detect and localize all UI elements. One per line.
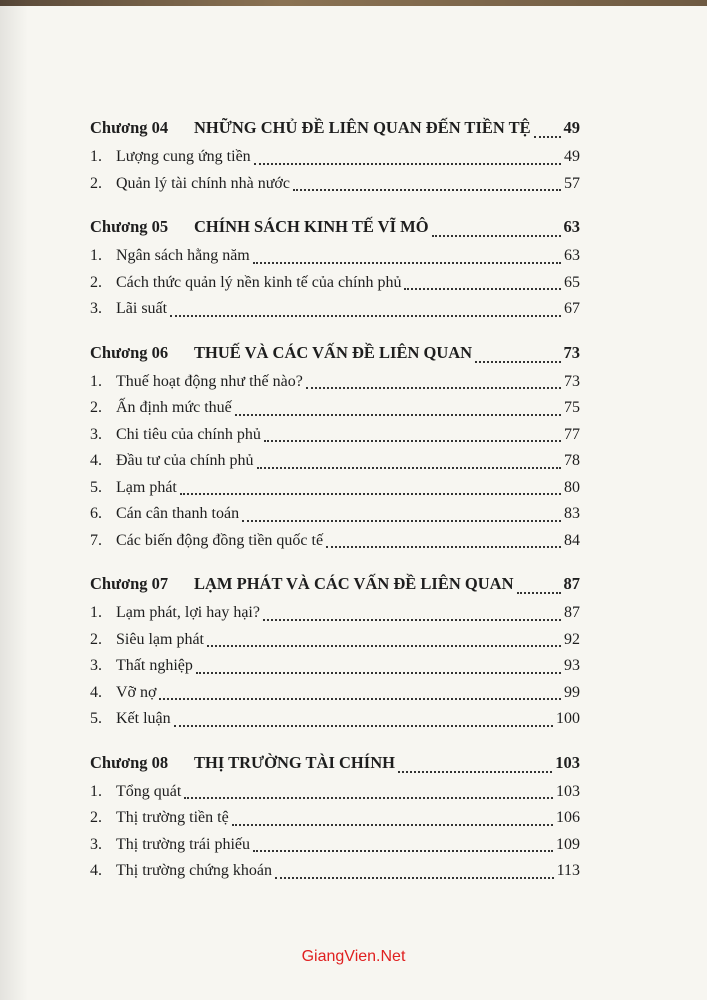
- chapter-label: Chương 05: [90, 217, 169, 236]
- entry-number: 4.: [90, 683, 102, 701]
- entry-number: 4.: [90, 862, 102, 879]
- dot-leader: [184, 797, 553, 799]
- dot-leader: [180, 493, 561, 495]
- entry-page-number: 100: [556, 710, 580, 727]
- toc-entry-row[interactable]: [90, 247, 580, 274]
- entry-title: Chi tiêu của chính phủ: [116, 425, 261, 443]
- toc-entry-row[interactable]: [90, 148, 580, 175]
- entry-title: Vỡ nợ: [116, 683, 157, 701]
- dot-leader: [159, 698, 561, 700]
- entry-number: 2.: [90, 174, 102, 192]
- entry-page-number: 109: [556, 835, 580, 853]
- entry-page-number: 75: [564, 399, 580, 416]
- entry-page-number: 113: [556, 862, 580, 879]
- entry-page-number: 65: [564, 273, 580, 291]
- entry-number: 1.: [90, 372, 102, 390]
- entry-title: Thị trường tiền tệ: [116, 809, 229, 826]
- chapter-section: [90, 118, 580, 201]
- entry-page-number: 80: [564, 478, 580, 496]
- table-of-contents: [90, 118, 580, 905]
- entry-page-number: 83: [564, 505, 580, 522]
- toc-entry-row[interactable]: [90, 710, 580, 737]
- toc-entry-row[interactable]: [90, 373, 580, 400]
- chapter-page-number: 87: [563, 574, 580, 593]
- entry-title: Cách thức quản lý nền kinh tế của chính phủ: [116, 273, 402, 291]
- chapter-title: THUẾ VÀ CÁC VẤN ĐỀ LIÊN QUAN: [194, 342, 473, 362]
- dot-leader: [174, 725, 553, 727]
- dot-leader: [253, 850, 553, 852]
- chapter-title: CHÍNH SÁCH KINH TẾ VĨ MÔ: [194, 217, 429, 236]
- entry-page-number: 92: [564, 630, 580, 648]
- entry-number: 1.: [90, 148, 102, 165]
- entry-title: Thị trường chứng khoán: [116, 862, 272, 879]
- dot-leader: [207, 645, 561, 647]
- entry-title: Lượng cung ứng tiền: [116, 148, 251, 165]
- dot-leader: [232, 824, 553, 826]
- chapter-title: THỊ TRƯỜNG TÀI CHÍNH: [194, 752, 395, 772]
- dot-leader: [235, 414, 561, 416]
- toc-entry-row[interactable]: [90, 452, 580, 479]
- chapter-label: Chương 07: [90, 574, 169, 593]
- entry-page-number: 99: [564, 683, 580, 701]
- chapter-heading-row[interactable]: [90, 217, 580, 247]
- chapter-label: Chương 08: [90, 752, 169, 772]
- book-top-edge: [0, 0, 707, 6]
- watermark-footer: GiangVien.Net: [301, 948, 406, 965]
- entry-number: 2.: [90, 273, 102, 291]
- dot-leader: [326, 546, 561, 548]
- entry-page-number: 49: [564, 148, 580, 165]
- dot-leader: [306, 387, 561, 389]
- entry-number: 5.: [90, 478, 102, 496]
- chapter-heading-row[interactable]: [90, 753, 580, 783]
- toc-entry-row[interactable]: [90, 684, 580, 711]
- entry-title: Thị trường trái phiếu: [116, 835, 250, 853]
- chapter-label: Chương 06: [90, 342, 169, 362]
- toc-entry-row[interactable]: [90, 175, 580, 202]
- entry-number: 1.: [90, 604, 102, 621]
- entry-title: Lạm phát, lợi hay hại?: [116, 604, 260, 621]
- dot-leader: [257, 467, 561, 469]
- entry-title: Siêu lạm phát: [116, 630, 204, 648]
- entry-title: Đầu tư của chính phủ: [116, 452, 254, 469]
- chapter-page-number: 73: [563, 342, 580, 362]
- toc-entry-row[interactable]: [90, 399, 580, 426]
- entry-title: Cán cân thanh toán: [116, 505, 240, 522]
- chapter-section: [90, 217, 580, 327]
- entry-page-number: 77: [564, 425, 580, 443]
- dot-leader: [196, 672, 561, 674]
- chapter-heading-row[interactable]: [90, 574, 580, 604]
- dot-leader: [432, 235, 561, 237]
- entry-number: 3.: [90, 425, 102, 443]
- entry-number: 5.: [90, 710, 102, 727]
- toc-entry-row[interactable]: [90, 426, 580, 453]
- chapter-page-number: 63: [563, 217, 580, 236]
- entry-number: 3.: [90, 835, 102, 853]
- entry-number: 7.: [90, 531, 102, 549]
- chapter-heading-row[interactable]: [90, 118, 580, 148]
- toc-entry-row[interactable]: [90, 300, 580, 327]
- entry-number: 1.: [90, 247, 102, 264]
- entry-number: 1.: [90, 782, 102, 800]
- entry-page-number: 67: [564, 300, 580, 317]
- entry-page-number: 73: [564, 372, 580, 390]
- entry-number: 3.: [90, 657, 102, 674]
- dot-leader: [170, 315, 561, 317]
- dot-leader: [517, 592, 561, 594]
- entry-page-number: 87: [564, 604, 580, 621]
- entry-title: Lạm phát: [116, 478, 177, 496]
- toc-entry-row[interactable]: [90, 532, 580, 559]
- entry-title: Quản lý tài chính nhà nước: [116, 174, 290, 192]
- entry-title: Ấn định mức thuế: [116, 399, 232, 416]
- entry-page-number: 63: [564, 247, 580, 264]
- entry-title: Thuế hoạt động như thế nào?: [116, 372, 303, 390]
- chapter-label: Chương 04: [90, 118, 169, 137]
- dot-leader: [293, 189, 561, 191]
- entry-page-number: 106: [556, 809, 580, 826]
- dot-leader: [275, 877, 554, 879]
- dot-leader: [254, 163, 561, 165]
- entry-page-number: 103: [556, 782, 580, 800]
- page-gutter-shadow: [0, 0, 28, 1000]
- toc-entry-row[interactable]: [90, 505, 580, 532]
- entry-page-number: 93: [564, 657, 580, 674]
- toc-entry-row[interactable]: [90, 631, 580, 658]
- toc-entry-row[interactable]: [90, 274, 580, 301]
- chapter-title: LẠM PHÁT VÀ CÁC VẤN ĐỀ LIÊN QUAN: [194, 574, 514, 593]
- dot-leader: [398, 771, 552, 773]
- entry-page-number: 78: [564, 452, 580, 469]
- chapter-section: [90, 574, 580, 737]
- dot-leader: [264, 440, 561, 442]
- chapter-section: [90, 343, 580, 559]
- toc-entry-row[interactable]: [90, 809, 580, 836]
- entry-title: Các biến động đồng tiền quốc tế: [116, 531, 324, 549]
- entry-title: Tổng quát: [116, 782, 182, 800]
- toc-entry-row[interactable]: [90, 604, 580, 631]
- dot-leader: [475, 361, 560, 363]
- dot-leader: [253, 262, 561, 264]
- entry-number: 2.: [90, 809, 102, 826]
- dot-leader: [534, 136, 561, 138]
- entry-page-number: 57: [564, 174, 580, 192]
- entry-title: Lãi suất: [116, 300, 168, 317]
- entry-title: Thất nghiệp: [116, 657, 193, 674]
- toc-entry-row[interactable]: [90, 479, 580, 506]
- entry-number: 6.: [90, 505, 102, 522]
- toc-entry-row[interactable]: [90, 657, 580, 684]
- entry-number: 3.: [90, 300, 102, 317]
- dot-leader: [263, 619, 561, 621]
- entry-number: 4.: [90, 452, 102, 469]
- dot-leader: [242, 520, 561, 522]
- entry-number: 2.: [90, 399, 102, 416]
- chapter-heading-row[interactable]: [90, 343, 580, 373]
- chapter-section: [90, 753, 580, 889]
- entry-title: Ngân sách hằng năm: [116, 247, 250, 264]
- chapter-page-number: 49: [563, 118, 580, 137]
- entry-number: 2.: [90, 630, 102, 648]
- chapter-title: NHỮNG CHỦ ĐỀ LIÊN QUAN ĐẾN TIỀN TỆ: [194, 118, 531, 137]
- chapter-page-number: 103: [555, 752, 580, 772]
- toc-entry-row[interactable]: [90, 862, 580, 889]
- toc-entry-row[interactable]: [90, 783, 580, 810]
- entry-page-number: 84: [564, 531, 580, 549]
- dot-leader: [404, 288, 561, 290]
- entry-title: Kết luận: [116, 710, 171, 727]
- toc-entry-row[interactable]: [90, 836, 580, 863]
